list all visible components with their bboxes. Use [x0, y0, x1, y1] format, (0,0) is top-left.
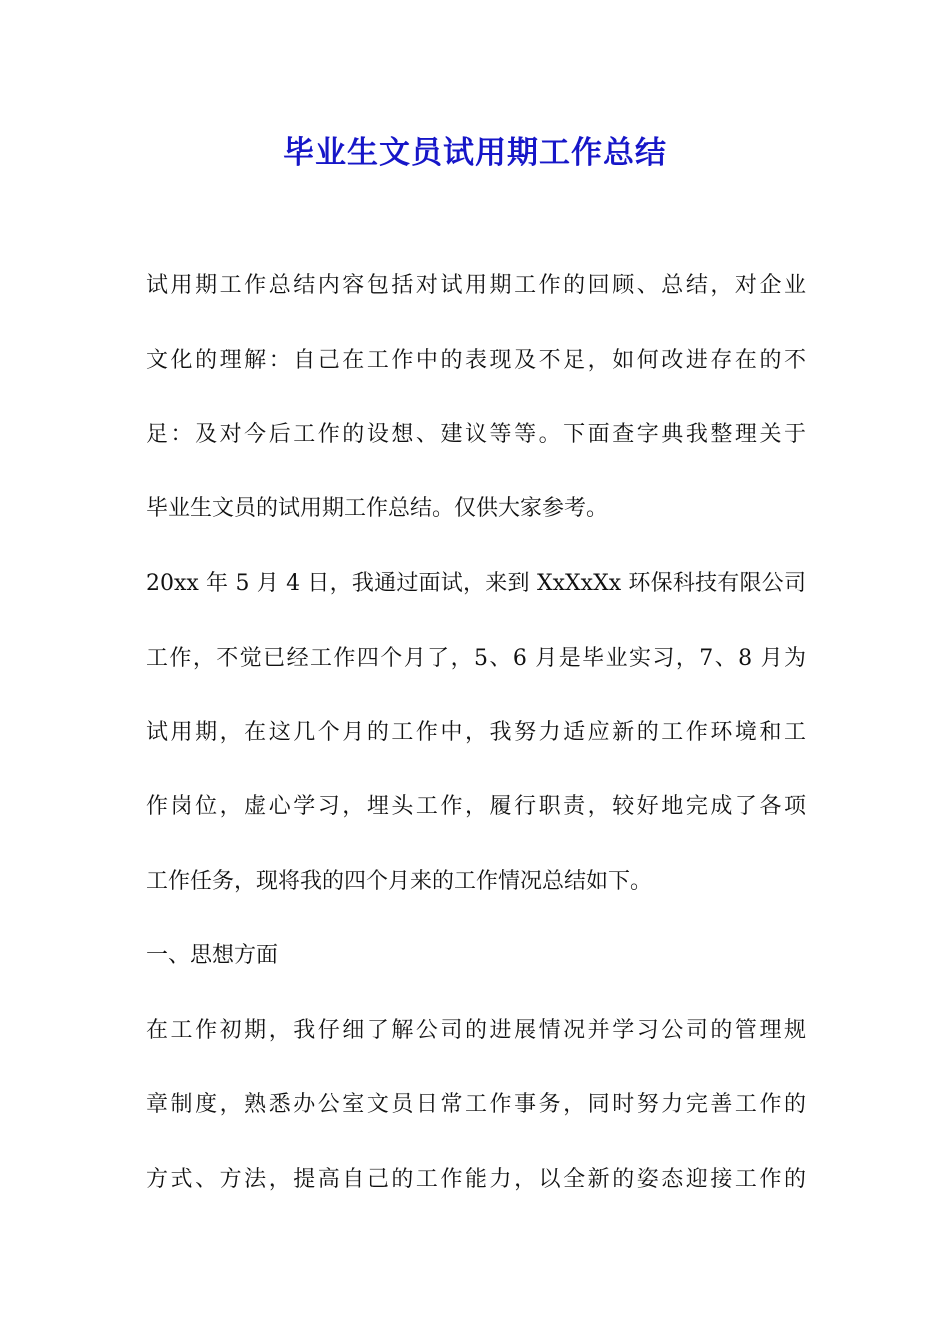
paragraph-line-7: 试用期，在这几个月的工作中，我努力适应新的工作环境和工 — [146, 720, 806, 745]
section-heading: 一、思想方面 — [146, 943, 279, 968]
paragraph-line-5: 20xx 年 5 月 4 日，我通过面试，来到 XxXxXx 环保科技有限公司 — [146, 571, 806, 596]
paragraph-line-4: 毕业生文员的试用期工作总结。仅供大家参考。 — [146, 496, 609, 521]
paragraph-line-10: 在工作初期，我仔细了解公司的进展情况并学习公司的管理规 — [146, 1018, 806, 1043]
paragraph-line-1: 试用期工作总结内容包括对试用期工作的回顾、总结，对企业 — [146, 273, 806, 298]
paragraph-line-12: 方式、方法，提高自己的工作能力，以全新的姿态迎接工作的 — [146, 1167, 806, 1192]
document-title: 毕业生文员试用期工作总结 — [283, 135, 667, 171]
paragraph-line-8: 作岗位，虚心学习，埋头工作，履行职责，较好地完成了各项 — [146, 794, 806, 819]
paragraph-line-6: 工作，不觉已经工作四个月了，5、6 月是毕业实习，7、8 月为 — [146, 646, 806, 671]
paragraph-line-9: 工作任务，现将我的四个月来的工作情况总结如下。 — [146, 869, 653, 894]
paragraph-line-11: 章制度，熟悉办公室文员日常工作事务，同时努力完善工作的 — [146, 1092, 806, 1117]
paragraph-line-2: 文化的理解：自己在工作中的表现及不足，如何改进存在的不 — [146, 348, 806, 373]
paragraph-line-3: 足：及对今后工作的设想、建议等等。下面查字典我整理关于 — [146, 422, 806, 447]
